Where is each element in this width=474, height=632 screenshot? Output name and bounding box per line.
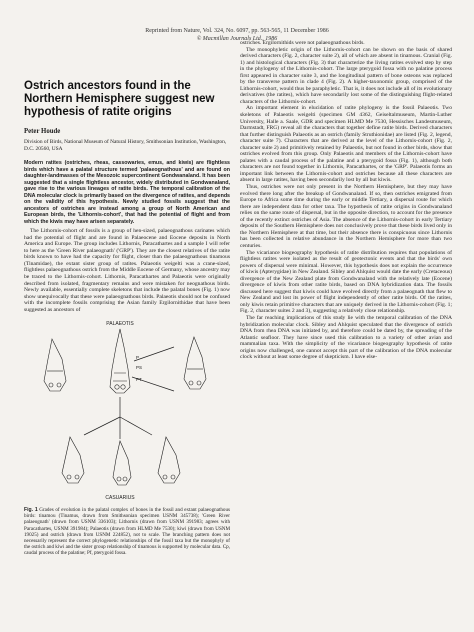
evolution-arrows	[84, 347, 174, 439]
skull-left	[44, 339, 66, 391]
left-paragraph: The Lithornis-cohort of fossils is a group of hen-sized, palaeognathous carinates which had the potential of flight and are found in Palaeocene and Eocene deposits in North America and Europe. The group includes Lithornis, Paracathartes and a sample I will refer to here as the 'Green River palaeognath' ('GRP'). They are the closest relatives of the ratite birds known to have had the capacity for flight, closer than the palaeognathous tinamous (Tinamidae), the extant sister group of ratites. Palaeotis weigelti was a crane-sized, flightless palaeognathous ostrich from the Middle Eocene of Germany, whose ancestry may be traced to the Lithornis-cohort. Lithornis, Paracathartes and Palaeotis were originally described from isolated, fragmentary remains and were mistaken for neognathous birds. Newly available, essentially complete skeletons that include the palatal bones (Fig. 1) now show unequivocally that these were palaeognathous birds. Palaeotis should not be confused with the incomplete fossils comprising the Asian family Ergilornithidae that have been suggested as ancestors of	[24, 228, 230, 313]
figure-caption	[24, 507, 230, 556]
author-affiliation: Division of Birds, National Museum of Natural History, Smithsonian Institution, Washington, D.C. 20560, USA	[24, 139, 227, 152]
right-paragraph: The vicariance biogeography hypothesis of ratite distribution requires that populations of flightless ratites were isolated as the result of geotectonic events and that the birds' own powers of dispersal were minimal. However, this hypothesis does not explain the occurrence of kiwis (Apterygidae) in New Zealand. Sibley and Ahlquist would date the early (Cretaceous) divergence of the New Zealand plate from Gondwanaland with the relatively late (Eocene) divergence of kiwis from other ratite birds, based on DNA hybridization data. The fossils discussed here suggest that kiwis could have evolved directly from a palaeognath that flew to New Zealand and lost its power of flight independently of other ratite birds. Of the ratites, only kiwis retain primitive characters that are uniquely derived in the Lithornis-cohort (Fig. 1; Fig. 2, character suites 2 and 3), suggesting a relatively close relationship.	[240, 249, 452, 315]
skull-lower-left	[62, 437, 84, 483]
arrow-label-pt: PT	[136, 377, 142, 383]
left-body	[24, 228, 230, 313]
right-column	[240, 40, 452, 361]
skull-right	[184, 337, 206, 389]
right-paragraph: An important element in elucidation of ratite phylogeny is the fossil Palaeotis. Two skeletons of Palaeotis weigelti (specimen GM 4362, Geiseltalmuseum, Martin-Luther University, Halle a. Saale, GDR and specimen HLMD Me 7530, Hessisches Landesmuseum, Darmstadt, FRG) reveal all the characters that together define ratite birds. Derived characters that further distinguish Palaeotis as an ostrich (family Struthionidae) are listed (Fig. 2, legend, character suite 7). Characters that are derived at the level of the Lithornis-cohort (Fig. 2, character suite 2) and primitively retained by Palaeotis, but not found in other birds, show that ostriches evolved from this group. Only Palaeotis and members of the Lithornis-cohort have palates with a caudal process of the palatine and a pterygoid fossa (Fig. 1), although both characters are not found together in Lithornis, Paracathartes, or the 'GRP'. Palaeotis forms an important link between the Lithornis-cohort and ostriches because all these characters are absent in large ratites, having been secondarily lost by all but kiwis.	[240, 105, 452, 184]
figure-label-bottom: CASUARIUS	[105, 495, 135, 502]
right-paragraph: The monophyletic origin of the Lithornis-cohort can be shown on the basis of shared derived characters (Fig. 2, character suite 2), all of which are absent in tinamous. Cranial (Fig. 1) and histological characters (Fig. 3) that characterize the living ratites evolved step by step in the phylogeny of the Lithornis-cohort. The large pterygoid fossa with no palatine process first appeared in character suite 3, and the longitudinal pattern of bone osteons was replaced by the transverse pattern in clade 4 (Fig. 2). A higher-taxonomic group, comprised of the Lithornis-cohort, would thus be paraphyletic. That is, it does not include all of its evolutionary derivatives (the ratites), which have secondarily lost some of the distinguishing flight-related characters of the Lithornis-cohort.	[240, 46, 452, 105]
right-paragraph: Thus, ostriches were not only present in the Northern Hemisphere, but they may have evolved there long after the breakup of Gondwanaland. If so, then ostriches emigrated from Europe to Africa some time during the early or middle Tertiary, a dispersal route for which there are independent data for other taxa. The hypothesis of ratite origins in Gondwanaland relies on the same route of dispersal, but in the opposite direction, to account for the presence of the recently extinct ostriches of Asia. The absence of the Lithornis-cohort in early Tertiary deposits of the Southern Hemisphere does not conclusively prove that these birds lived only in the Northern Hemisphere at that time, but their absence there is conspicuous since Lithornis has been collected in relative abundance in the Northern Hemisphere for more than two centuries.	[240, 184, 452, 249]
reprint-line: Reprinted from Nature, Vol. 324, No. 6097, pp. 563-565, 11 December 1986	[145, 28, 329, 34]
right-body	[240, 40, 452, 361]
arrow-label-ps: PS	[136, 365, 143, 371]
arrow-label-p: P	[136, 355, 140, 361]
right-paragraph: ostriches. Ergilornithids were not palaeognathous birds.	[240, 40, 365, 46]
author-name: Peter Houde	[24, 128, 61, 135]
caption-label: Fig. 1	[24, 507, 38, 514]
figure-1	[24, 317, 230, 505]
palate-diagram	[24, 317, 230, 505]
right-paragraph: The far reaching implications of this study lie with the temporal calibration of the DNA hybridization molecular clock. Sibley and Ahlquist speculated that the divergence of ostrich DNA from rhea DNA was initiated by, and therefore could be dated by, the spreading of the Atlantic seafloor. They have since used this calibration to a variety of other avian and mammalian taxa. With the simplicity of the vicariance biogeography hypothesis of ratite origins now challenged, one cannot accept this part of the calibration of the DNA molecular clock without at least some degree of skepticism. I have else-	[240, 314, 452, 361]
copyright-line: © Macmillan Journals Ltd., 1986	[196, 36, 278, 42]
figure-label-top: PALAEOTIS	[106, 321, 134, 328]
skull-lower-middle	[113, 441, 131, 485]
caption-text: Grades of evolution in the palatal complex of bones in the fossil and extant palaeognathous birds: tinamou (Tinamus, drawn from Smithsonian specimen USNM 345738); 'Green River palaeognath' (drawn from USNM 336103); Lithornis (drawn from USNM 391983; agrees with Paracathartes, USNM 391984); Palaeotis (drawn from HLMD Me 7530); kiwi (drawn from USNM 19025) and ostrich (drawn from USNM 224852), not to scale. The branching pattern does not necessarily represent the correct phylogenetic relationships of the fossil taxa but the monophyly of the ostrich and kiwi and the sister group relationship of tinamous is supported by molecular data. Cp, caudal process of the palatine; Pf, pterygoid fossa.	[24, 507, 230, 556]
article-title: Ostrich ancestors found in the Northern Hemisphere suggest new hypothesis of ratite origins	[24, 80, 215, 118]
left-column	[24, 80, 230, 556]
skull-lower-right	[158, 437, 180, 483]
abstract: Modern ratites (ostriches, rheas, cassowaries, emus, and kiwis) are flightless birds which have a palatal structure termed 'palaeognathous' and are found on daughter-landmasses of the Mesozoic supercontinent Gondwanaland. It has been suggested that a single flightless ancestor, widely distributed in Gondwanaland, gave rise to the various lineages of ratite birds. The temporal calibration of the DNA molecular clock is primarily based on the divergence of ratites, and depends on the validity of this hypothesis. Newly studied fossils suggest that the ancestors of ostriches are instead among a group of North American and European birds, the 'Lithornis-cohort', that had the potential of flight and from which the kiwis may have arisen separately.	[24, 160, 230, 225]
skull-palaeotis	[110, 329, 130, 393]
